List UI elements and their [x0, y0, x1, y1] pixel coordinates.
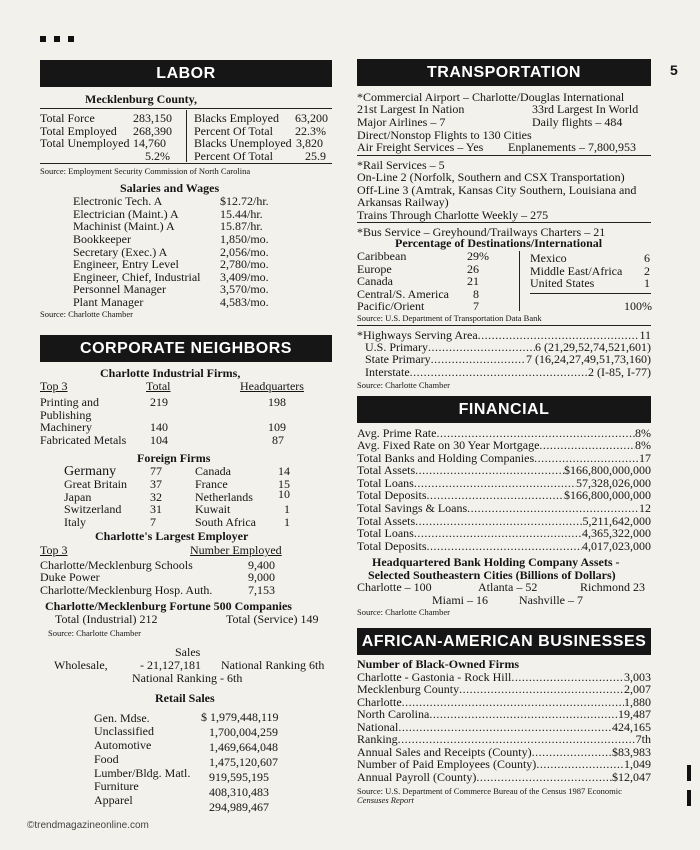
labor-left-value: 268,390 — [133, 124, 172, 138]
salary-value: $12.72/hr. — [220, 194, 269, 208]
destination-label: United States — [530, 276, 595, 290]
salary-label: Secretary (Exec.) A — [73, 245, 168, 259]
employer-col-top3: Top 3 — [40, 543, 68, 557]
financial-value: 17 — [639, 451, 651, 465]
employer-count: 9,400 — [248, 558, 275, 572]
financial-value: 57,328,026,000 — [576, 476, 651, 490]
retail-value: $ 1,979,448,119 — [201, 710, 279, 724]
industry-total: 140 — [150, 420, 168, 434]
decor-square — [40, 36, 46, 42]
foreign-count: 77 — [150, 464, 162, 478]
labor-right-value: 3,820 — [296, 136, 323, 150]
african-american-banner: AFRICAN-AMERICAN BUSINESSES — [357, 628, 651, 655]
financial-label: Total Savings & Loans — [357, 501, 468, 515]
bank-assets-title: Headquartered Bank Holding Company Assets - — [372, 555, 620, 569]
black-owned-row — [357, 771, 651, 784]
financial-label: Total Assets — [357, 514, 416, 528]
col-header-total: Total — [146, 379, 171, 393]
destination-value: 21 — [467, 274, 479, 288]
salaries-source: Source: Charlotte Chamber — [40, 309, 134, 319]
financial-value: 4,365,322,000 — [582, 526, 651, 540]
col-header-hq: Headquarters — [240, 379, 304, 393]
retail-label: Automotive — [94, 738, 152, 752]
black-owned-value: $12,047 — [612, 770, 651, 784]
destination-value: 7 — [473, 299, 479, 313]
divider — [186, 110, 187, 162]
rail-weekly: Trains Through Charlotte Weekly – 275 — [357, 208, 549, 222]
foreign-country: Germany — [64, 464, 117, 479]
retail-value: 919,595,195 — [209, 770, 269, 784]
page-number: 5 — [670, 62, 678, 78]
destination-value: 1 — [644, 276, 650, 290]
foreign-count: 1 — [284, 502, 290, 516]
fortune-title: Charlotte/Mecklenburg Fortune 500 Companies — [45, 599, 292, 613]
black-owned-label: Number of Paid Employees (County) — [357, 757, 537, 771]
labor-left-label: Total Force — [40, 111, 95, 125]
salary-label: Plant Manager — [73, 295, 144, 309]
rail-services: *Rail Services – 5 — [357, 158, 445, 172]
black-owned-label: Annual Sales and Receipts (County) — [357, 745, 532, 759]
retail-value: 408,310,483 — [209, 785, 269, 799]
labor-banner: LABOR — [40, 60, 332, 87]
highway-label: State Primary — [365, 352, 431, 366]
foreign-country: Canada — [195, 464, 231, 478]
wholesale-label: Wholesale, — [54, 658, 108, 672]
black-owned-label: Charlotte - Gastonia - Rock Hill — [357, 670, 512, 684]
financial-label: Avg. Fixed Rate on 30 Year Mortgage — [357, 438, 540, 452]
labor-subtitle: Mecklenburg County, — [85, 92, 198, 106]
retail-label: Furniture — [94, 779, 139, 793]
financial-label: Total Assets — [357, 463, 416, 477]
salary-value: 2,780/mo. — [220, 257, 269, 271]
divider — [357, 155, 651, 156]
black-owned-label: North Carolina — [357, 707, 430, 721]
industry-hq: 109 — [268, 420, 286, 434]
destination-value: 29% — [467, 249, 489, 263]
retail-value: 1,475,120,607 — [209, 755, 278, 769]
destination-label: Mexico — [530, 251, 567, 265]
labor-left-value: 14,760 — [133, 136, 166, 150]
foreign-count: 1 — [284, 515, 290, 529]
rail-offline: Off-Line 3 (Amtrak, Kansas City Southern, Louisiana and — [357, 183, 637, 197]
rail-online: On-Line 2 (Norfolk, Southern and CSX Transportation) — [357, 170, 625, 184]
salary-label: Engineer, Chief, Industrial — [73, 270, 201, 284]
bank-assets-subtitle: Selected Southeastern Cities (Billions of Dollars) — [368, 568, 616, 582]
financial-label: Total Banks and Holding Companies — [357, 451, 535, 465]
col-header-top3: Top 3 — [40, 379, 68, 393]
financial-value: $166,800,000,000 — [564, 463, 651, 477]
transport-source: Source: U.S. Department of Transportation Data Bank — [357, 313, 542, 323]
labor-left-value: 5.2% — [145, 149, 170, 163]
black-owned-value: 3,003 — [624, 670, 651, 684]
divider — [357, 222, 651, 223]
employer-name: Duke Power — [40, 570, 100, 584]
retail-label: Apparel — [94, 793, 133, 807]
black-owned-value: 1,049 — [624, 757, 651, 771]
industry-name: Publishing — [40, 408, 92, 422]
salary-value: 1,850/mo. — [220, 232, 269, 246]
financial-label: Total Loans — [357, 476, 414, 490]
industry-name: Fabricated Metals — [40, 433, 127, 447]
divider — [357, 325, 651, 326]
labor-right-label: Blacks Unemployed — [194, 136, 292, 150]
decor-square — [68, 36, 74, 42]
destinations-title: Percentage of Destinations/International — [395, 236, 603, 250]
financial-value: 8% — [635, 438, 651, 452]
foreign-country: Great Britain — [64, 477, 127, 491]
financial-label: Total Loans — [357, 526, 414, 540]
black-owned-value: 424,165 — [612, 720, 651, 734]
destination-value: 8 — [473, 287, 479, 301]
foreign-count: 31 — [150, 502, 162, 516]
destination-value: 26 — [467, 262, 479, 276]
corporate-source: Source: Charlotte Chamber — [48, 628, 142, 638]
highway-source: Source: Charlotte Chamber — [357, 380, 451, 390]
foreign-count: 7 — [150, 515, 156, 529]
salary-label: Electronic Tech. A — [73, 194, 163, 208]
wholesale-rank-2: National Ranking - 6th — [132, 671, 243, 685]
airport-line: *Commercial Airport – Charlotte/Douglas International — [357, 90, 625, 104]
black-owned-label: Mecklenburg County — [357, 682, 460, 696]
census-source-cont: Censuses Report — [357, 795, 414, 805]
employer-count: 9,000 — [248, 570, 275, 584]
foreign-title: Foreign Firms — [137, 451, 211, 465]
labor-left-value: 283,150 — [133, 111, 172, 125]
retail-label: Gen. Mdse. — [94, 711, 150, 725]
labor-source: Source: Employment Security Commission of North Carolina — [40, 166, 251, 176]
labor-right-label: Percent Of Total — [194, 124, 273, 138]
highway-label: Interstate — [365, 365, 410, 379]
bank-assets-atlanta: Atlanta – 52 — [478, 580, 538, 594]
foreign-country: Italy — [64, 515, 86, 529]
employer-col-count: Number Employed — [190, 543, 282, 557]
retail-label: Unclassified — [94, 724, 154, 738]
financial-value: 4,017,023,000 — [582, 539, 651, 553]
labor-right-value: 22.3% — [295, 124, 326, 138]
foreign-country: South Africa — [195, 515, 256, 529]
salary-label: Electrician (Maint.) A — [73, 207, 179, 221]
financial-value: 8% — [635, 426, 651, 440]
black-owned-value: 1,880 — [624, 695, 651, 709]
airport-rank-world: 33rd Largest In World — [532, 102, 639, 116]
retail-label: Lumber/Bldg. Matl. — [94, 766, 191, 780]
highway-label: U.S. Primary — [365, 340, 428, 354]
black-owned-label: Ranking — [357, 732, 398, 746]
divider — [40, 163, 332, 164]
highway-value: 2 (I-85, I-77) — [588, 365, 651, 379]
salary-label: Bookkeeper — [73, 232, 131, 246]
highway-value: 11 — [639, 328, 651, 342]
retail-value: 294,989,467 — [209, 800, 269, 814]
wholesale-rank: National Ranking 6th — [221, 658, 325, 672]
retail-label: Food — [94, 752, 119, 766]
transportation-banner: TRANSPORTATION — [357, 59, 651, 86]
sales-title: Sales — [175, 645, 201, 659]
air-freight: Air Freight Services – Yes — [357, 140, 484, 154]
black-owned-value: 2,007 — [624, 682, 651, 696]
highway-value: 7 (16,24,27,49,51,73,160) — [526, 352, 651, 366]
destination-label: Canada — [357, 274, 393, 288]
destination-label: Middle East/Africa — [530, 264, 623, 278]
industry-name: Printing and — [40, 395, 99, 409]
financial-value: $166,800,000,000 — [564, 488, 651, 502]
foreign-country: Switzerland — [64, 502, 122, 516]
bank-assets-miami: Miami – 16 — [432, 593, 488, 607]
destination-label: Pacific/Orient — [357, 299, 425, 313]
salary-label: Machinist (Maint.) A — [73, 219, 175, 233]
bank-assets-richmond: Richmond 23 — [580, 580, 645, 594]
bank-assets-charlotte: Charlotte – 100 — [357, 580, 432, 594]
highway-value: 6 (21,29,52,74,521,601) — [535, 340, 651, 354]
black-owned-value: 19,487 — [618, 707, 651, 721]
black-owned-label: Charlotte — [357, 695, 402, 709]
employer-name: Charlotte/Mecklenburg Schools — [40, 558, 193, 572]
black-owned-label: National — [357, 720, 399, 734]
divider — [40, 108, 332, 109]
fortune-industrial: Total (Industrial) 212 — [55, 612, 158, 626]
foreign-count: 37 — [150, 477, 162, 491]
salary-value: 3,409/mo. — [220, 270, 269, 284]
employer-title: Charlotte's Largest Employer — [95, 529, 249, 543]
financial-row — [357, 540, 651, 553]
labor-right-label: Blacks Employed — [194, 111, 279, 125]
airport-rank-nation: 21st Largest In Nation — [357, 102, 465, 116]
foreign-country: Netherlands — [195, 490, 253, 504]
major-airlines: Major Airlines – 7 — [357, 115, 446, 129]
salaries-title: Salaries and Wages — [120, 181, 220, 195]
labor-right-label: Percent Of Total — [194, 149, 273, 163]
daily-flights: Daily flights – 484 — [532, 115, 623, 129]
financial-label: Avg. Prime Rate — [357, 426, 437, 440]
corporate-banner: CORPORATE NEIGHBORS — [40, 335, 332, 362]
labor-right-value: 63,200 — [295, 111, 328, 125]
salary-label: Engineer, Entry Level — [73, 257, 179, 271]
financial-value: 5,211,642,000 — [582, 514, 651, 528]
salary-label: Personnel Manager — [73, 282, 166, 296]
direct-flights: Direct/Nonstop Flights to 130 Cities — [357, 128, 532, 142]
foreign-count: 14 — [278, 464, 290, 478]
destination-label: Caribbean — [357, 249, 407, 263]
foreign-country: France — [195, 477, 228, 491]
industry-name: Machinery — [40, 420, 92, 434]
labor-left-label: Total Employed — [40, 124, 117, 138]
divider — [519, 251, 520, 311]
edge-mark — [687, 765, 691, 781]
industry-total: 219 — [150, 395, 168, 409]
financial-label: Total Deposits — [357, 488, 427, 502]
edge-mark — [687, 790, 691, 806]
census-source: Source: U.S. Department of Commerce Bureau of the Census 1987 Economic — [357, 786, 622, 796]
foreign-country: Japan — [64, 490, 92, 504]
employer-count: 7,153 — [248, 583, 275, 597]
retail-value: 1,700,004,259 — [209, 725, 278, 739]
foreign-country: Kuwait — [195, 502, 231, 516]
retail-value: 1,469,664,048 — [209, 740, 278, 754]
salary-value: 15.87/hr. — [220, 219, 263, 233]
employer-name: Charlotte/Mecklenburg Hosp. Auth. — [40, 583, 213, 597]
wholesale-value: - 21,127,181 — [140, 658, 201, 672]
highway-row — [365, 366, 651, 379]
foreign-count: 32 — [150, 490, 162, 504]
black-owned-title: Number of Black-Owned Firms — [357, 657, 520, 671]
enplanements: Enplanements – 7,800,953 — [508, 140, 636, 154]
divider — [530, 293, 651, 294]
destination-value: 6 — [644, 251, 650, 265]
financial-banner: FINANCIAL — [357, 396, 651, 423]
industry-total: 104 — [150, 433, 168, 447]
salary-value: 4,583/mo. — [220, 295, 269, 309]
black-owned-label: Annual Payroll (County) — [357, 770, 477, 784]
bank-assets-nashville: Nashville – 7 — [519, 593, 583, 607]
destination-label: Europe — [357, 262, 392, 276]
fortune-service: Total (Service) 149 — [226, 612, 319, 626]
destination-label: Central/S. America — [357, 287, 449, 301]
financial-value: 12 — [639, 501, 651, 515]
industry-hq: 198 — [268, 395, 286, 409]
salary-value: 2,056/mo. — [220, 245, 269, 259]
industrial-title: Charlotte Industrial Firms, — [100, 366, 241, 380]
decor-square — [54, 36, 60, 42]
destination-total: 100% — [624, 299, 652, 313]
foreign-count: 15 — [278, 477, 290, 491]
black-owned-row — [357, 708, 651, 721]
labor-right-value: 25.9 — [305, 149, 326, 163]
salary-value: 3,570/mo. — [220, 282, 269, 296]
watermark: ©trendmagazineonline.com — [27, 820, 149, 831]
highway-label: *Highways Serving Area — [357, 328, 478, 342]
black-owned-value: $83,983 — [612, 745, 651, 759]
financial-label: Total Deposits — [357, 539, 427, 553]
destination-value: 2 — [644, 264, 650, 278]
retail-title: Retail Sales — [155, 691, 215, 705]
salary-value: 15.44/hr. — [220, 207, 263, 221]
bus-service: *Bus Service – Greyhound/Trailways Charters – 21 — [357, 225, 606, 239]
industry-hq: 87 — [272, 433, 284, 447]
foreign-count: 10 — [278, 487, 290, 501]
black-owned-value: 7th — [635, 732, 651, 746]
rail-offline-cont: Arkansas Railway) — [357, 195, 449, 209]
financial-source: Source: Charlotte Chamber — [357, 607, 451, 617]
labor-left-label: Total Unemployed — [40, 136, 130, 150]
